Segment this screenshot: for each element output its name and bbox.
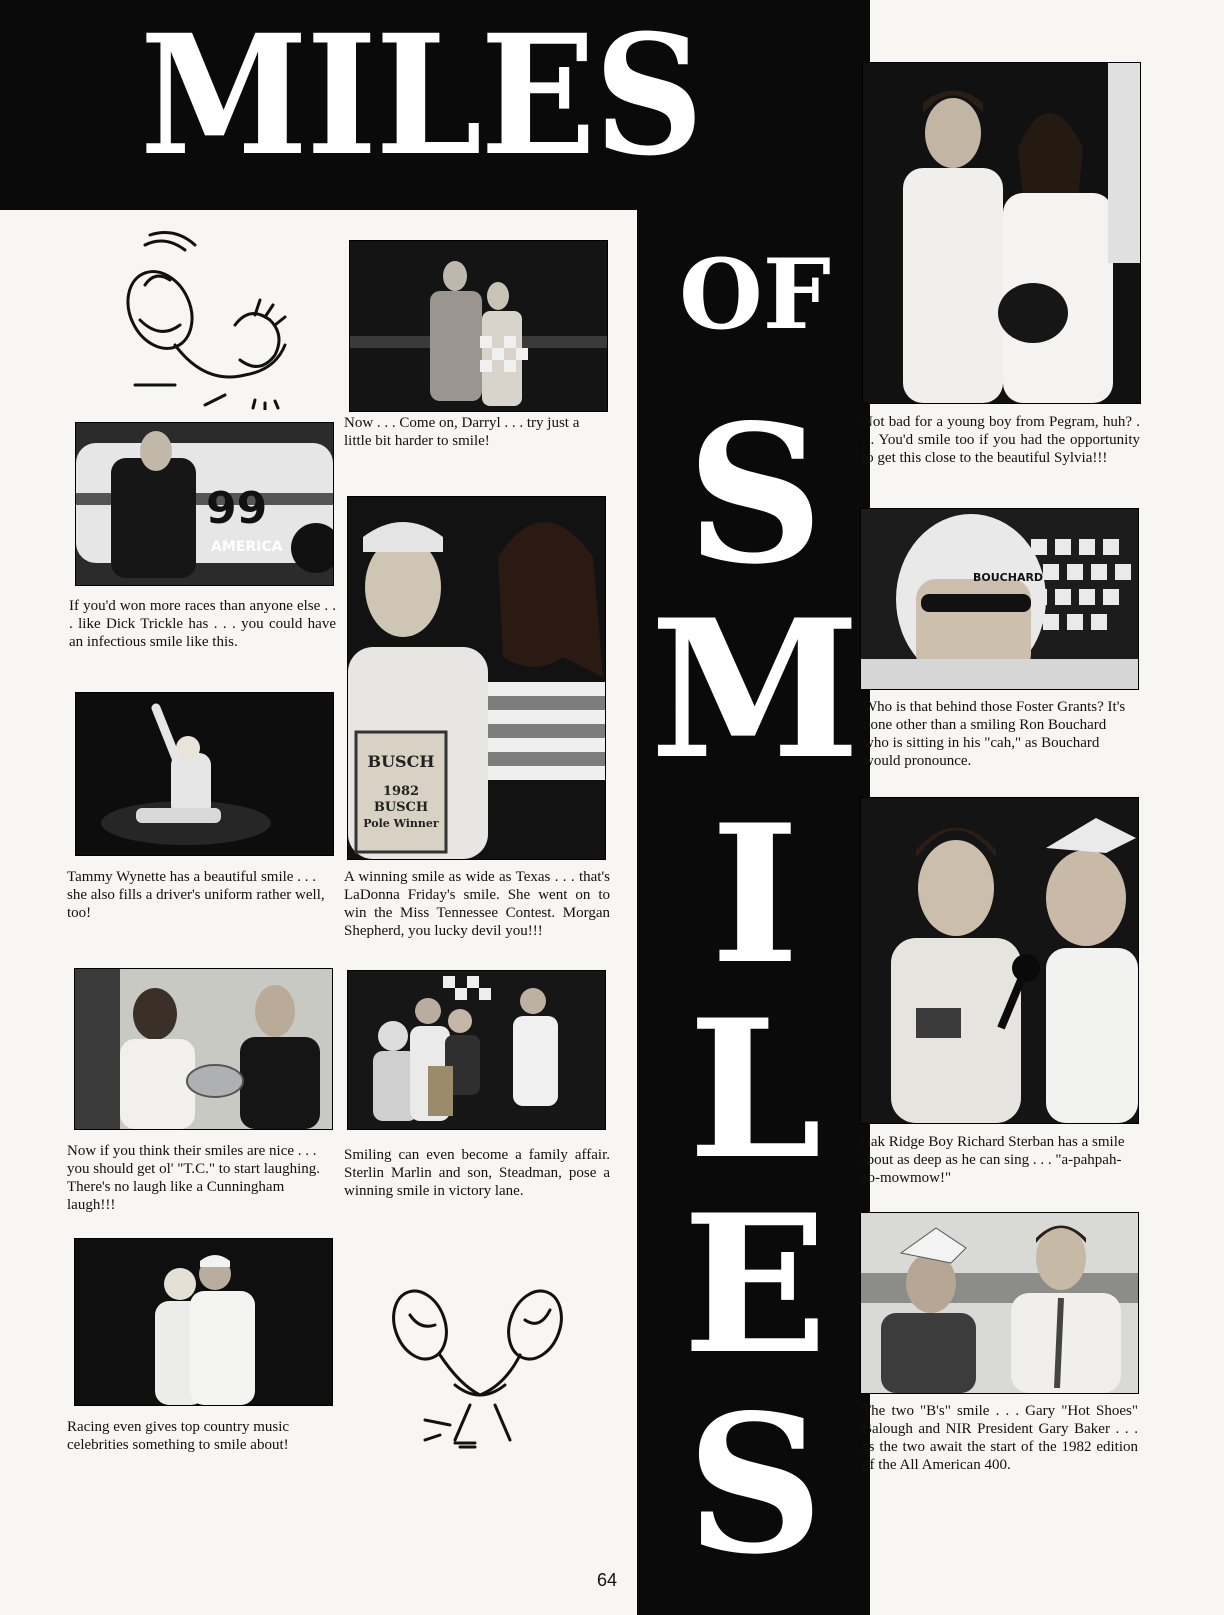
svg-text:BUSCH: BUSCH (367, 752, 435, 771)
photo-ron-bouchard-helmet (860, 508, 1139, 690)
laughing-pair-cartoon-illustration (385, 1285, 575, 1450)
photo-dick-trickle-car-99 (75, 422, 334, 586)
caption-ron-bouchard: Who is that behind those Foster Grants? It's none other than a smiling Ron Bouchard who is sitting in his "cah," as Bouchard would pronounce. (863, 699, 1126, 769)
photo-tammy-wynette (75, 692, 334, 856)
caption-dick-trickle: If you'd won more races than anyone else . . . like Dick Trickle has . . . you could have an infectious smile like this. (69, 598, 336, 650)
svg-text:BUSCH: BUSCH (373, 800, 429, 815)
photo-balough-and-baker (860, 1212, 1139, 1394)
title-letter-s: S (686, 383, 824, 606)
photo-darryl-checkered-flag (349, 240, 608, 412)
title-letter-l: L (688, 978, 822, 1201)
svg-text:AMERICA: AMERICA (211, 539, 283, 555)
photo-richard-sterban-interview (860, 797, 1139, 1124)
photo-tc-cunningham (74, 968, 333, 1130)
title-miles: MILES (140, 0, 702, 192)
photo-sterling-marlin-family (347, 970, 606, 1130)
title-letter-s2: S (686, 1373, 824, 1596)
svg-text:BOUCHARD: BOUCHARD (973, 571, 1044, 584)
svg-text:Pole Winner: Pole Winner (363, 817, 439, 830)
caption-darryl: Now . . . Come on, Darryl . . . try just a little bit harder to smile! (344, 415, 580, 449)
caption-tc-cunningham: Now if you think their smiles are nice . . . you should get ol' "T.C." to start laughing. There's no laugh like a Cunningham laugh!!! (67, 1143, 320, 1213)
caption-pegram-sylvia: Not bad for a young boy from Pegram, huh? . . . You'd smile too if you had the opportunity to get this close to the beautiful Sylvia!!! (862, 414, 1140, 466)
svg-text:1982: 1982 (382, 784, 420, 799)
caption-richard-sterban: Oak Ridge Boy Richard Sterban has a smile about as deep as he can sing . . . "a-pahpah-oo-mowmow!" (860, 1134, 1125, 1186)
title-letter-m: M (650, 578, 861, 801)
caption-tammy-wynette: Tammy Wynette has a beautiful smile . . . she also fills a driver's uniform rather well, too! (67, 869, 325, 921)
photo-morgan-shepherd-ladonna-friday (347, 496, 606, 860)
title-letter-i: I (710, 783, 800, 1006)
caption-country-music: Racing even gives top country music celebrities something to smile about! (67, 1419, 290, 1453)
page-number: 64 (597, 1570, 618, 1590)
laughing-cartoon-illustration (115, 225, 315, 410)
photo-country-music-celebrities (74, 1238, 333, 1406)
caption-balough-baker: The two "B's" smile . . . Gary "Hot Shoes" Balough and NIR President Gary Baker . . . as the two await the start of the 1982 edition of the All American 400. (862, 1403, 1138, 1473)
photo-pegram-and-sylvia (862, 62, 1141, 404)
svg-text:99: 99 (206, 483, 268, 534)
title-letter-e: E (682, 1173, 828, 1396)
caption-ladonna-friday: A winning smile as wide as Texas . . . that's LaDonna Friday's smile. She went on to win the Miss Tennessee Contest. Morgan Shepherd, you lucky devil you!!! (344, 869, 610, 939)
caption-sterling-marlin: Smiling can even become a family affair. Sterlin Marlin and son, Steadman, pose a winning smile in victory lane. (344, 1147, 610, 1199)
title-of: OF (679, 238, 831, 351)
